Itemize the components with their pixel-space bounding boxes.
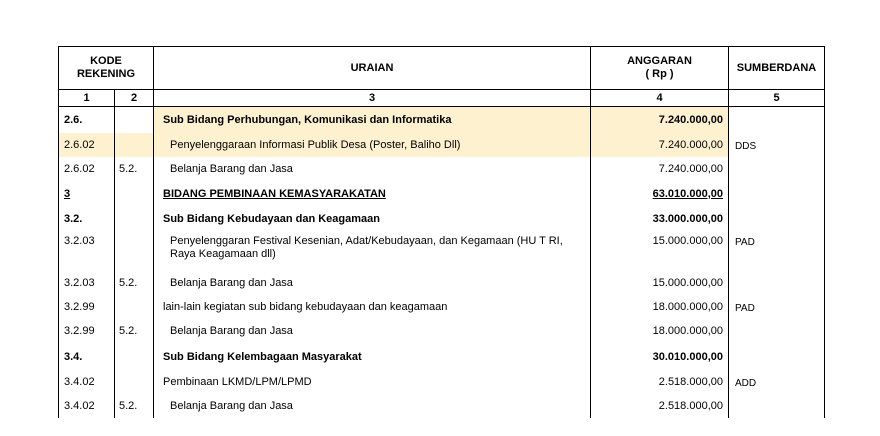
table-row (59, 343, 825, 370)
sumber-dana: PAD (729, 231, 825, 271)
kode-belanja (115, 231, 154, 271)
kode-rekening: 3.4. (59, 343, 115, 370)
header-anggaran: ANGGARAN ( Rp ) (591, 47, 729, 90)
uraian: Belanja Barang dan Jasa (154, 271, 591, 295)
kode-rekening: 2.6.02 (59, 133, 115, 157)
col-number-1: 1 (59, 90, 115, 107)
kode-rekening: 3.2. (59, 207, 115, 231)
kode-rekening: 2.6. (59, 107, 115, 133)
anggaran: 7.240.000,00 (591, 107, 729, 133)
anggaran: 2.518.000,00 (591, 394, 729, 418)
uraian: Belanja Barang dan Jasa (154, 319, 591, 343)
anggaran: 7.240.000,00 (591, 157, 729, 181)
kode-belanja (115, 207, 154, 231)
anggaran: 30.010.000,00 (591, 343, 729, 370)
kode-rekening: 3 (59, 181, 115, 207)
header-sumberdana: SUMBERDANA (729, 47, 825, 90)
sumber-dana (729, 319, 825, 343)
sumber-dana (729, 107, 825, 133)
table-row (59, 207, 825, 231)
col-number-5: 5 (729, 90, 825, 107)
header-kode-rekening: KODE REKENING (59, 47, 154, 90)
kode-belanja (115, 181, 154, 207)
budget-table (58, 46, 825, 418)
kode-belanja (115, 133, 154, 157)
kode-belanja (115, 295, 154, 319)
anggaran: 18.000.000,00 (591, 319, 729, 343)
anggaran: 15.000.000,00 (591, 231, 729, 271)
kode-belanja (115, 343, 154, 370)
table-header-row (59, 47, 825, 90)
table-row (59, 271, 825, 295)
anggaran: 18.000.000,00 (591, 295, 729, 319)
uraian: BIDANG PEMBINAAN KEMASYARAKATAN (154, 181, 591, 207)
kode-rekening: 3.2.03 (59, 231, 115, 271)
col-number-2: 2 (115, 90, 154, 107)
kode-rekening: 3.2.03 (59, 271, 115, 295)
uraian: Belanja Barang dan Jasa (154, 157, 591, 181)
kode-rekening: 3.2.99 (59, 319, 115, 343)
uraian: lain-lain kegiatan sub bidang kebudayaan dan keagamaan (154, 295, 591, 319)
uraian: Pembinaan LKMD/LPM/LPMD (154, 370, 591, 394)
col-number-4: 4 (591, 90, 729, 107)
uraian: Penyelenggaraan Informasi Publik Desa (Poster, Baliho Dll) (154, 133, 591, 157)
sumber-dana (729, 271, 825, 295)
sumber-dana (729, 394, 825, 418)
table-row (59, 370, 825, 394)
kode-rekening: 3.4.02 (59, 394, 115, 418)
table-row (59, 107, 825, 133)
col-number-3: 3 (154, 90, 591, 107)
kode-rekening: 3.4.02 (59, 370, 115, 394)
sumber-dana: ADD (729, 370, 825, 394)
header-uraian: URAIAN (154, 47, 591, 90)
sumber-dana (729, 343, 825, 370)
uraian: Penyelenggaran Festival Kesenian, Adat/Kebudayaan, dan Kegamaan (HU T RI, Raya Keagamaan dll) (154, 231, 591, 271)
table-row (59, 319, 825, 343)
sumber-dana (729, 207, 825, 231)
kode-belanja (115, 107, 154, 133)
table-row (59, 133, 825, 157)
kode-belanja: 5.2. (115, 394, 154, 418)
uraian: Belanja Barang dan Jasa (154, 394, 591, 418)
column-number-row (59, 90, 825, 107)
table-row (59, 295, 825, 319)
uraian: Sub Bidang Kebudayaan dan Keagamaan (154, 207, 591, 231)
anggaran: 7.240.000,00 (591, 133, 729, 157)
anggaran: 63.010.000,00 (591, 181, 729, 207)
kode-belanja: 5.2. (115, 319, 154, 343)
kode-belanja: 5.2. (115, 271, 154, 295)
uraian: Sub Bidang Kelembagaan Masyarakat (154, 343, 591, 370)
table-row (59, 231, 825, 271)
sumber-dana: PAD (729, 295, 825, 319)
table-row (59, 181, 825, 207)
sumber-dana (729, 157, 825, 181)
sumber-dana (729, 181, 825, 207)
uraian: Sub Bidang Perhubungan, Komunikasi dan Informatika (154, 107, 591, 133)
sumber-dana: DDS (729, 133, 825, 157)
kode-belanja: 5.2. (115, 157, 154, 181)
table-row (59, 394, 825, 418)
kode-belanja (115, 370, 154, 394)
kode-rekening: 3.2.99 (59, 295, 115, 319)
table-row (59, 157, 825, 181)
anggaran: 33.000.000,00 (591, 207, 729, 231)
anggaran: 2.518.000,00 (591, 370, 729, 394)
kode-rekening: 2.6.02 (59, 157, 115, 181)
anggaran: 15.000.000,00 (591, 271, 729, 295)
